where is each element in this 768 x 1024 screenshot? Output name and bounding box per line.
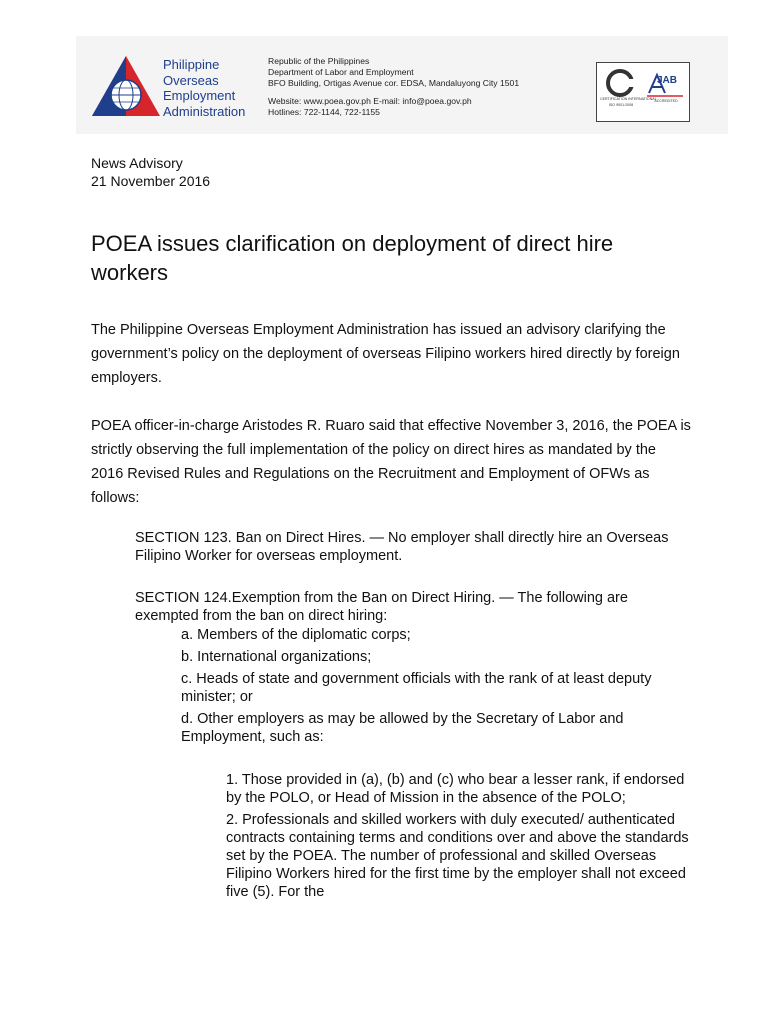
list-item: 2. Professionals and skilled workers with duly executed/ authenticated contracts containing terms and conditions over and above the standards set by the POEA. The number of professional and skilled Overseas Filipino Workers hired for the first time by the employer shall not exceed five (5). For the: [226, 812, 689, 900]
list-item: d. Other employers as may be allowed by the Secretary of Labor and Employment, such as:: [181, 711, 624, 745]
intro-paragraph: The Philippine Overseas Employment Administration has issued an advisory clarifying the government’s policy on the deployment of overseas Filipino workers hired directly by foreign employers.: [91, 322, 680, 386]
cert-left-standard: ISO 9001:2008: [608, 103, 634, 107]
contact-hotlines: Hotlines: 722-1144, 722-1155: [268, 107, 380, 117]
certification-badges: [596, 62, 690, 122]
cert-left-caption: CERTIFICATION INTERNATIONAL: [600, 97, 657, 101]
cert-right-mark: JAB: [657, 75, 678, 86]
contact-block: [268, 56, 588, 118]
section-124: SECTION 124.Exemption from the Ban on Direct Hiring. — The following are exempted from the ban on direct hiring:: [135, 590, 628, 624]
list-item: a. Members of the diplomatic corps;: [181, 627, 411, 643]
org-name-line: Employment: [163, 88, 236, 103]
policy-paragraph: POEA officer-in-charge Aristodes R. Ruaro said that effective November 3, 2016, the POEA is strictly observing the full implementation of the policy on direct hires as mandated by the 2016 Revised Rules and Regulations on the Recruitment and Employment of OFWs as follows:: [91, 418, 691, 506]
org-name-line: Overseas: [163, 72, 219, 88]
poea-logo: [90, 54, 162, 118]
org-name-line: Administration: [163, 103, 246, 119]
organization-name: [163, 57, 273, 119]
exemption-list: [181, 626, 701, 750]
iso-certification-seal: [601, 67, 639, 117]
list-item: 1. Those provided in (a), (b) and (c) who bear a lesser rank, if endorsed by the POLO, or Head of Mission in the absence of the POLO;: [226, 772, 685, 806]
contact-department: Department of Labor and Employment: [268, 67, 414, 77]
advisory-type: News Advisory: [91, 155, 183, 171]
list-item: b. International organizations;: [181, 649, 372, 665]
letterhead: [76, 36, 728, 134]
org-name-line: Philippine: [163, 57, 220, 72]
advisory-date: 21 November 2016: [91, 173, 211, 189]
section-123: SECTION 123. Ban on Direct Hires. — No employer shall directly hire an Overseas Filipino Worker for overseas employment.: [135, 530, 669, 564]
list-item: c. Heads of state and government officials with the rank of at least deputy minister; or: [181, 671, 652, 705]
contact-country: Republic of the Philippines: [268, 56, 370, 66]
advisory-header: [91, 154, 210, 190]
sub-item-list: [226, 771, 696, 905]
contact-address: BFO Building, Ortigas Avenue cor. EDSA, Mandaluyong City 1501: [268, 78, 520, 88]
page-title: POEA issues clarification on deployment of direct hire workers: [91, 231, 614, 285]
contact-web-email: Website: www.poea.gov.ph E-mail: info@poea.gov.ph: [268, 96, 472, 106]
cert-right-caption: ACCREDITED: [654, 99, 678, 103]
